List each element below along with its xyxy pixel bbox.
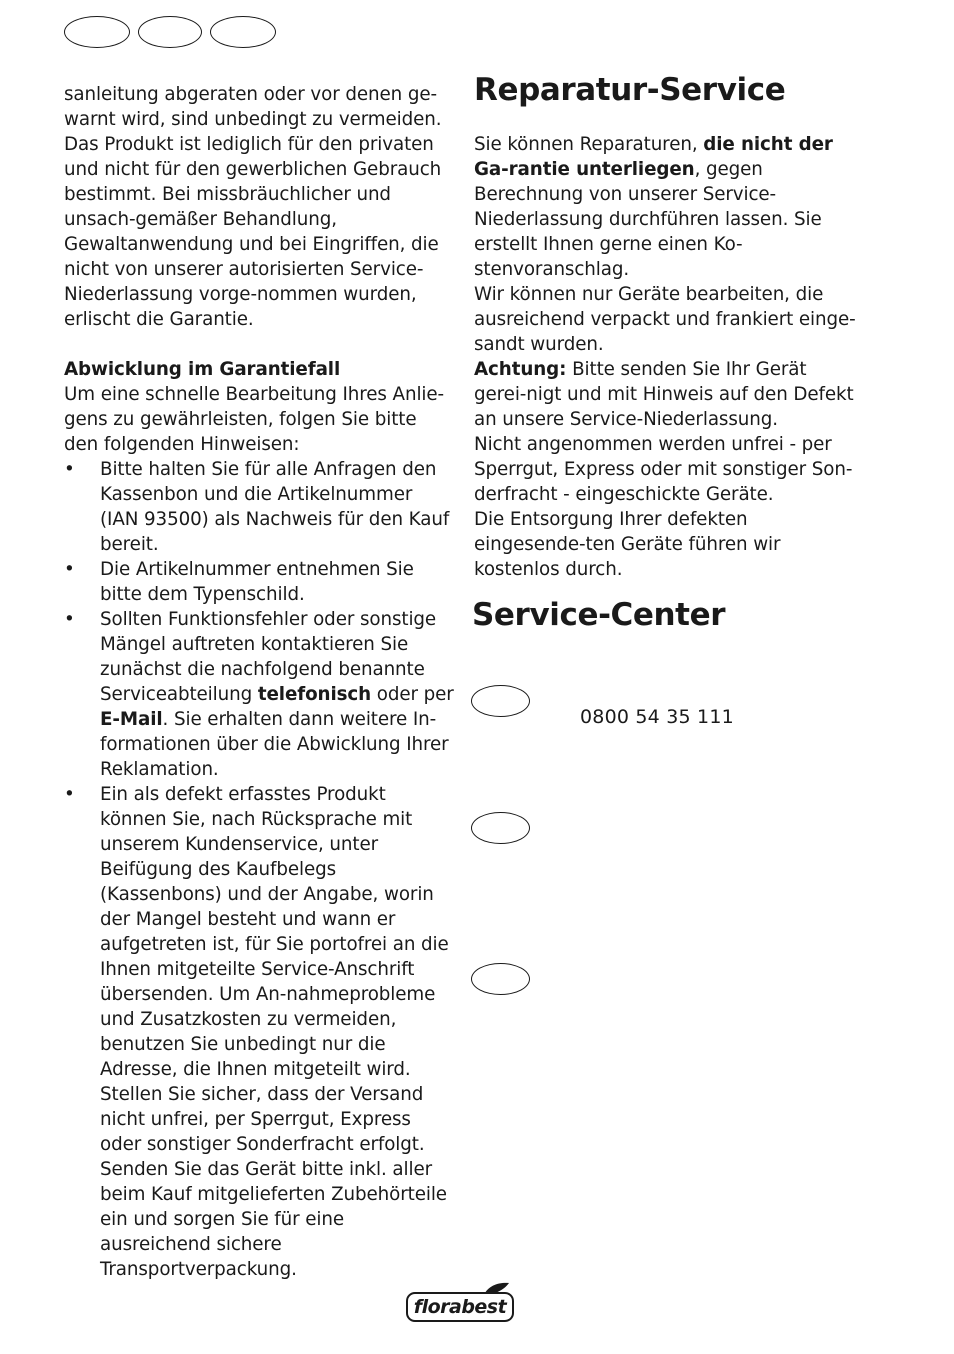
reparatur-column bbox=[474, 132, 864, 582]
service-country-oval-1 bbox=[471, 685, 530, 717]
service-country-oval-3 bbox=[471, 963, 530, 995]
service-center-heading: Service-Center bbox=[472, 597, 726, 633]
reparatur-paragraph-1 bbox=[474, 132, 864, 282]
service-country-oval-2 bbox=[471, 812, 530, 844]
left-column bbox=[64, 82, 454, 1282]
rep-p1-bold: die nicht der Ga-rantie unterliegen bbox=[474, 134, 833, 180]
reparatur-paragraph-4: Nicht angenommen werden unfrei - per Sperrgut, Express oder mit sonstiger Son-derfracht - eingeschickte Geräte. bbox=[474, 434, 853, 505]
list-item: • Ein als defekt erfasstes Produkt können Sie, nach Rücksprache mit unserem Kundenservice, unter Beifügung des Kaufbelegs (Kassenbons) und der Angabe, worin der Mangel besteht und wann er aufgetreten ist, für Sie portofrei an die Ihnen mitgeteilte Service-Anschrift übersenden. Um An-nahmeprobleme und Zusatzkosten zu vermeiden, benutzen Sie unbedingt nur die Adresse, die Ihnen mitgeteilt wird. Stellen Sie sicher, dass der Versand nicht unfrei, per Sperrgut, Express oder sonstiger Sonderfracht erfolgt. Senden Sie das Gerät bitte inkl. aller beim Kauf mitgelieferten Zubehörteile ein und sorgen Sie für eine ausreichend sichere Transportverpackung. bbox=[64, 782, 454, 1282]
intro-paragraph: sanleitung abgeraten oder vor denen ge-warnt wird, sind unbedingt zu vermeiden. Das Produkt ist lediglich für den privaten und nicht für den gewerblichen Gebrauch bestimmt. Bei missbräuchlicher und unsach-gemäßer Behandlung, Gewaltanwendung und bei Eingriffen, die nicht von unserer autorisierten Service-Niederlassung vorge-nommen wurden, erlischt die Garantie. bbox=[64, 84, 442, 330]
logo-text: florabest bbox=[406, 1292, 514, 1322]
achtung-label: Achtung: bbox=[474, 359, 567, 380]
warranty-subheading: Abwicklung im Garantiefall bbox=[64, 359, 341, 380]
country-oval-3 bbox=[210, 16, 276, 48]
bullet3-telefonisch: telefonisch bbox=[257, 684, 372, 705]
reparatur-paragraph-3 bbox=[474, 357, 864, 432]
bullet3-text-e: . Sie erhalten dann weitere In-formationen über die Abwicklung Ihrer Reklamation. bbox=[100, 709, 449, 780]
service-phone-number: 0800 54 35 111 bbox=[580, 706, 734, 728]
reparatur-paragraph-5: Die Entsorgung Ihrer defekten eingesende-ten Geräte führen wir kostenlos durch. bbox=[474, 509, 781, 580]
list-item: • Bitte halten Sie für alle Anfragen den Kassenbon und die Artikelnummer (IAN 93500) als Nachweis für den Kauf bereit. bbox=[64, 457, 454, 557]
rep-p1-text-a: Sie können Reparaturen, bbox=[474, 134, 704, 155]
reparatur-paragraph-2: Wir können nur Geräte bearbeiten, die ausreichend verpackt und frankiert einge-sandt wurden. bbox=[474, 284, 856, 355]
country-oval-2 bbox=[138, 16, 202, 48]
warranty-steps-list bbox=[64, 457, 454, 1282]
rep-p3-text: Bitte senden Sie Ihr Gerät gerei-nigt und mit Hinweis auf den Defekt an unsere Service-Niederlassung. bbox=[474, 359, 854, 430]
country-oval-1 bbox=[64, 16, 130, 48]
reparatur-heading: Reparatur-Service bbox=[474, 72, 786, 108]
bullet3-email: E-Mail bbox=[100, 709, 163, 730]
rep-p1-text-c: , gegen Berechnung von unserer Service-Niederlassung durchführen lassen. Sie erstellt Ihnen gerne einen Ko-stenvoranschlag. bbox=[474, 159, 822, 280]
bullet3-text-a: Sollten Funktionsfehler oder sonstige Mängel auftreten kontaktieren Sie zunächst die nachfolgend benannte Serviceabteilung bbox=[100, 609, 437, 705]
list-item bbox=[64, 607, 454, 782]
florabest-logo bbox=[406, 1282, 516, 1326]
bullet3-text-c: oder per bbox=[371, 684, 454, 705]
list-item: • Die Artikelnummer entnehmen Sie bitte dem Typenschild. bbox=[64, 557, 454, 607]
country-code-ovals bbox=[64, 16, 276, 48]
warranty-intro: Um eine schnelle Bearbeitung Ihres Anlie-gens zu gewährleisten, folgen Sie bitte den folgenden Hinweisen: bbox=[64, 384, 445, 455]
